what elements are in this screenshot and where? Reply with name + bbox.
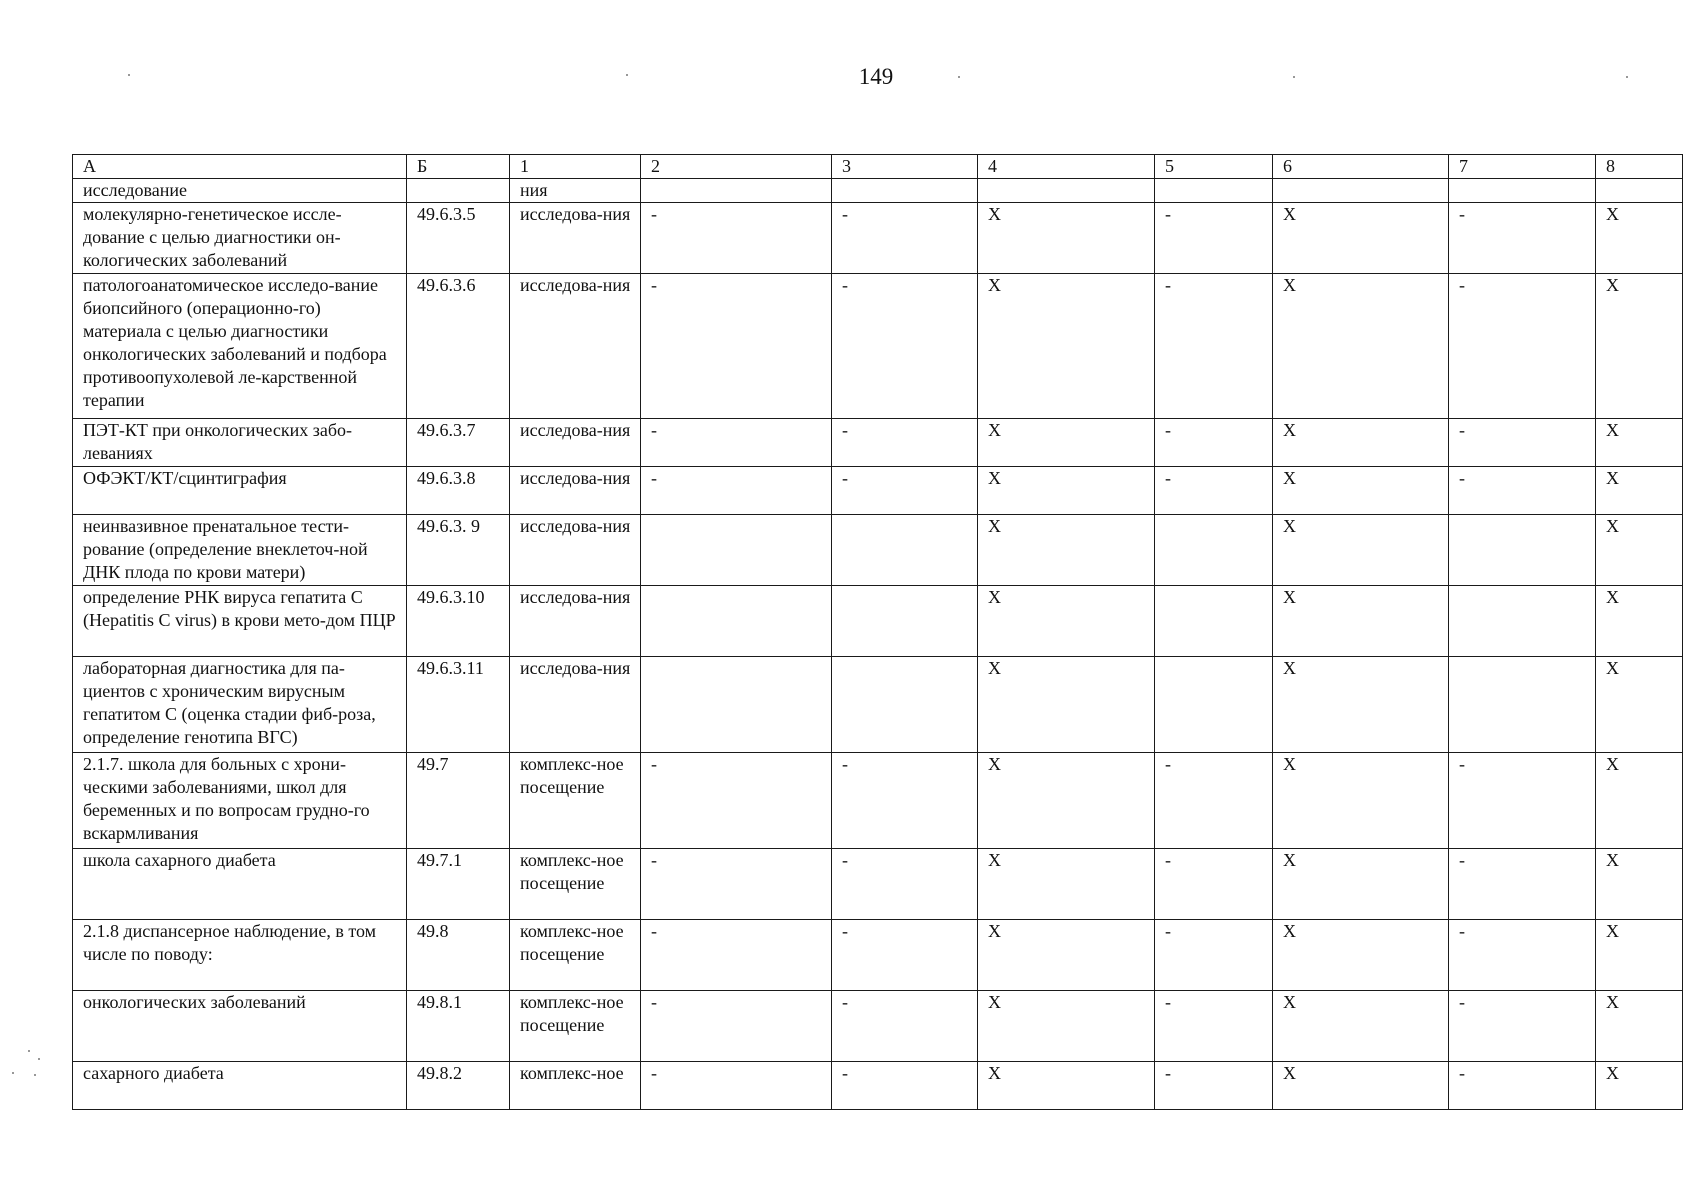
unit-cell: комплекс-ное — [510, 1062, 641, 1110]
table-row — [73, 467, 1683, 515]
column-number-row — [73, 155, 1683, 179]
value-cell-3: - — [832, 849, 978, 920]
row-code-cell: 49.6.3.8 — [407, 467, 510, 515]
value-cell-8: X — [1596, 849, 1683, 920]
value-cell-6: X — [1273, 849, 1449, 920]
unit-cell: комплекс-ное посещение — [510, 849, 641, 920]
row-code-cell: 49.7 — [407, 753, 510, 849]
value-cell-7 — [1449, 179, 1596, 203]
value-cell-5 — [1155, 515, 1273, 586]
value-cell-6: X — [1273, 419, 1449, 467]
scan-speck — [958, 76, 960, 78]
value-cell-3: - — [832, 419, 978, 467]
value-cell-2: - — [641, 203, 832, 274]
value-cell-3: - — [832, 467, 978, 515]
indicator-name-cell: школа сахарного диабета — [73, 849, 407, 920]
column-number-cell: 6 — [1273, 155, 1449, 179]
value-cell-4: X — [978, 753, 1155, 849]
value-cell-5 — [1155, 657, 1273, 753]
indicator-name-cell: ПЭТ-КТ при онкологических забо-леваниях — [73, 419, 407, 467]
value-cell-3: - — [832, 920, 978, 991]
value-cell-3: - — [832, 274, 978, 419]
unit-cell: исследова-ния — [510, 419, 641, 467]
value-cell-8: X — [1596, 203, 1683, 274]
value-cell-4: X — [978, 991, 1155, 1062]
value-cell-6: X — [1273, 753, 1449, 849]
value-cell-4: X — [978, 203, 1155, 274]
value-cell-7: - — [1449, 467, 1596, 515]
value-cell-7: - — [1449, 419, 1596, 467]
table-row — [73, 274, 1683, 419]
indicator-name-cell: лабораторная диагностика для па-циентов с хроническим вирусным гепатитом С (оценка стадии фиб-роза, определение генотипа ВГС) — [73, 657, 407, 753]
value-cell-3: - — [832, 991, 978, 1062]
value-cell-8 — [1596, 179, 1683, 203]
value-cell-7: - — [1449, 991, 1596, 1062]
table-row — [73, 849, 1683, 920]
value-cell-4: X — [978, 849, 1155, 920]
value-cell-5: - — [1155, 753, 1273, 849]
table-row — [73, 179, 1683, 203]
value-cell-5: - — [1155, 1062, 1273, 1110]
value-cell-6: X — [1273, 657, 1449, 753]
value-cell-2: - — [641, 467, 832, 515]
value-cell-2: - — [641, 1062, 832, 1110]
scan-speck — [1626, 76, 1628, 78]
value-cell-7: - — [1449, 203, 1596, 274]
value-cell-7: - — [1449, 753, 1596, 849]
value-cell-8: X — [1596, 657, 1683, 753]
column-number-cell: 1 — [510, 155, 641, 179]
row-code-cell — [407, 179, 510, 203]
row-code-cell: 49.6.3.5 — [407, 203, 510, 274]
unit-cell: исследова-ния — [510, 274, 641, 419]
value-cell-5 — [1155, 586, 1273, 657]
value-cell-4: X — [978, 586, 1155, 657]
row-code-cell: 49.8 — [407, 920, 510, 991]
data-table — [72, 154, 1683, 1110]
unit-cell: исследова-ния — [510, 467, 641, 515]
column-number-cell: 3 — [832, 155, 978, 179]
row-code-cell: 49.8.2 — [407, 1062, 510, 1110]
value-cell-2: - — [641, 419, 832, 467]
value-cell-3 — [832, 657, 978, 753]
value-cell-2 — [641, 586, 832, 657]
value-cell-7 — [1449, 515, 1596, 586]
value-cell-8: X — [1596, 419, 1683, 467]
value-cell-7 — [1449, 586, 1596, 657]
value-cell-6: X — [1273, 1062, 1449, 1110]
table-row — [73, 1062, 1683, 1110]
row-code-cell: 49.6.3.10 — [407, 586, 510, 657]
value-cell-4: X — [978, 920, 1155, 991]
indicator-name-cell: 2.1.7. школа для больных с хрони-ческими заболеваниями, школ для беременных и по вопросам грудно-го вскармливания — [73, 753, 407, 849]
column-number-cell: 4 — [978, 155, 1155, 179]
value-cell-7: - — [1449, 849, 1596, 920]
value-cell-7: - — [1449, 274, 1596, 419]
row-code-cell: 49.6.3. 9 — [407, 515, 510, 586]
value-cell-2: - — [641, 753, 832, 849]
indicator-name-cell: молекулярно-генетическое иссле-дование с целью диагностики он-кологических заболеваний — [73, 203, 407, 274]
unit-cell: исследова-ния — [510, 515, 641, 586]
value-cell-4: X — [978, 419, 1155, 467]
value-cell-6: X — [1273, 515, 1449, 586]
value-cell-2 — [641, 515, 832, 586]
value-cell-8: X — [1596, 991, 1683, 1062]
value-cell-4: X — [978, 1062, 1155, 1110]
value-cell-8: X — [1596, 274, 1683, 419]
page-number: 149 — [858, 64, 894, 89]
scan-speck — [1293, 76, 1295, 78]
value-cell-8: X — [1596, 920, 1683, 991]
value-cell-4 — [978, 179, 1155, 203]
table-row — [73, 753, 1683, 849]
indicator-name-cell: сахарного диабета — [73, 1062, 407, 1110]
value-cell-8: X — [1596, 467, 1683, 515]
value-cell-5: - — [1155, 467, 1273, 515]
value-cell-2: - — [641, 920, 832, 991]
column-number-cell: 8 — [1596, 155, 1683, 179]
unit-cell: комплекс-ное посещение — [510, 753, 641, 849]
value-cell-5: - — [1155, 203, 1273, 274]
table-row — [73, 991, 1683, 1062]
value-cell-2: - — [641, 274, 832, 419]
indicator-name-cell: 2.1.8 диспансерное наблюдение, в том числе по поводу: — [73, 920, 407, 991]
value-cell-7: - — [1449, 920, 1596, 991]
row-code-cell: 49.7.1 — [407, 849, 510, 920]
value-cell-3 — [832, 179, 978, 203]
value-cell-6: X — [1273, 467, 1449, 515]
unit-cell: исследова-ния — [510, 203, 641, 274]
unit-cell: ния — [510, 179, 641, 203]
unit-cell: исследова-ния — [510, 657, 641, 753]
value-cell-8: X — [1596, 515, 1683, 586]
value-cell-3 — [832, 586, 978, 657]
value-cell-7: - — [1449, 1062, 1596, 1110]
table-row — [73, 515, 1683, 586]
row-code-cell: 49.8.1 — [407, 991, 510, 1062]
value-cell-2 — [641, 179, 832, 203]
indicator-name-cell: ОФЭКТ/КТ/сцинтиграфия — [73, 467, 407, 515]
value-cell-8: X — [1596, 1062, 1683, 1110]
value-cell-2 — [641, 657, 832, 753]
scan-speck — [128, 74, 130, 76]
table-row — [73, 419, 1683, 467]
column-number-cell: 5 — [1155, 155, 1273, 179]
value-cell-6: X — [1273, 920, 1449, 991]
row-code-cell: 49.6.3.11 — [407, 657, 510, 753]
value-cell-5: - — [1155, 274, 1273, 419]
value-cell-7 — [1449, 657, 1596, 753]
value-cell-3: - — [832, 753, 978, 849]
indicator-name-cell: онкологических заболеваний — [73, 991, 407, 1062]
indicator-name-cell: определение РНК вируса гепатита C (Hepatitis C virus) в крови мето-дом ПЦР — [73, 586, 407, 657]
table-row — [73, 203, 1683, 274]
value-cell-5 — [1155, 179, 1273, 203]
scan-speck — [626, 74, 628, 76]
indicator-name-cell: исследование — [73, 179, 407, 203]
unit-cell: исследова-ния — [510, 586, 641, 657]
value-cell-3: - — [832, 203, 978, 274]
row-code-cell: 49.6.3.7 — [407, 419, 510, 467]
table-row — [73, 920, 1683, 991]
value-cell-5: - — [1155, 849, 1273, 920]
value-cell-3: - — [832, 1062, 978, 1110]
value-cell-4: X — [978, 515, 1155, 586]
value-cell-5: - — [1155, 419, 1273, 467]
scan-speck — [38, 1058, 40, 1060]
value-cell-3 — [832, 515, 978, 586]
unit-cell: комплекс-ное посещение — [510, 920, 641, 991]
value-cell-4: X — [978, 467, 1155, 515]
column-number-cell: 2 — [641, 155, 832, 179]
column-number-cell: 7 — [1449, 155, 1596, 179]
value-cell-6: X — [1273, 991, 1449, 1062]
value-cell-2: - — [641, 991, 832, 1062]
value-cell-8: X — [1596, 586, 1683, 657]
unit-cell: комплекс-ное посещение — [510, 991, 641, 1062]
value-cell-5: - — [1155, 920, 1273, 991]
value-cell-4: X — [978, 274, 1155, 419]
scan-speck — [34, 1074, 36, 1076]
table-row — [73, 657, 1683, 753]
value-cell-4: X — [978, 657, 1155, 753]
row-code-cell: 49.6.3.6 — [407, 274, 510, 419]
value-cell-6: X — [1273, 274, 1449, 419]
indicator-name-cell: патологоанатомическое исследо-вание биопсийного (операционно-го) материала с целью диагностики онкологических заболеваний и подбора противоопухолевой ле-карственной терапии — [73, 274, 407, 419]
column-number-cell: А — [73, 155, 407, 179]
value-cell-2: - — [641, 849, 832, 920]
value-cell-6 — [1273, 179, 1449, 203]
value-cell-6: X — [1273, 586, 1449, 657]
value-cell-6: X — [1273, 203, 1449, 274]
table-row — [73, 586, 1683, 657]
scan-speck — [12, 1072, 14, 1074]
scan-speck — [28, 1050, 30, 1052]
value-cell-8: X — [1596, 753, 1683, 849]
value-cell-5: - — [1155, 991, 1273, 1062]
indicator-name-cell: неинвазивное пренатальное тести-рование (определение внеклеточ-ной ДНК плода по крови матери) — [73, 515, 407, 586]
column-number-cell: Б — [407, 155, 510, 179]
